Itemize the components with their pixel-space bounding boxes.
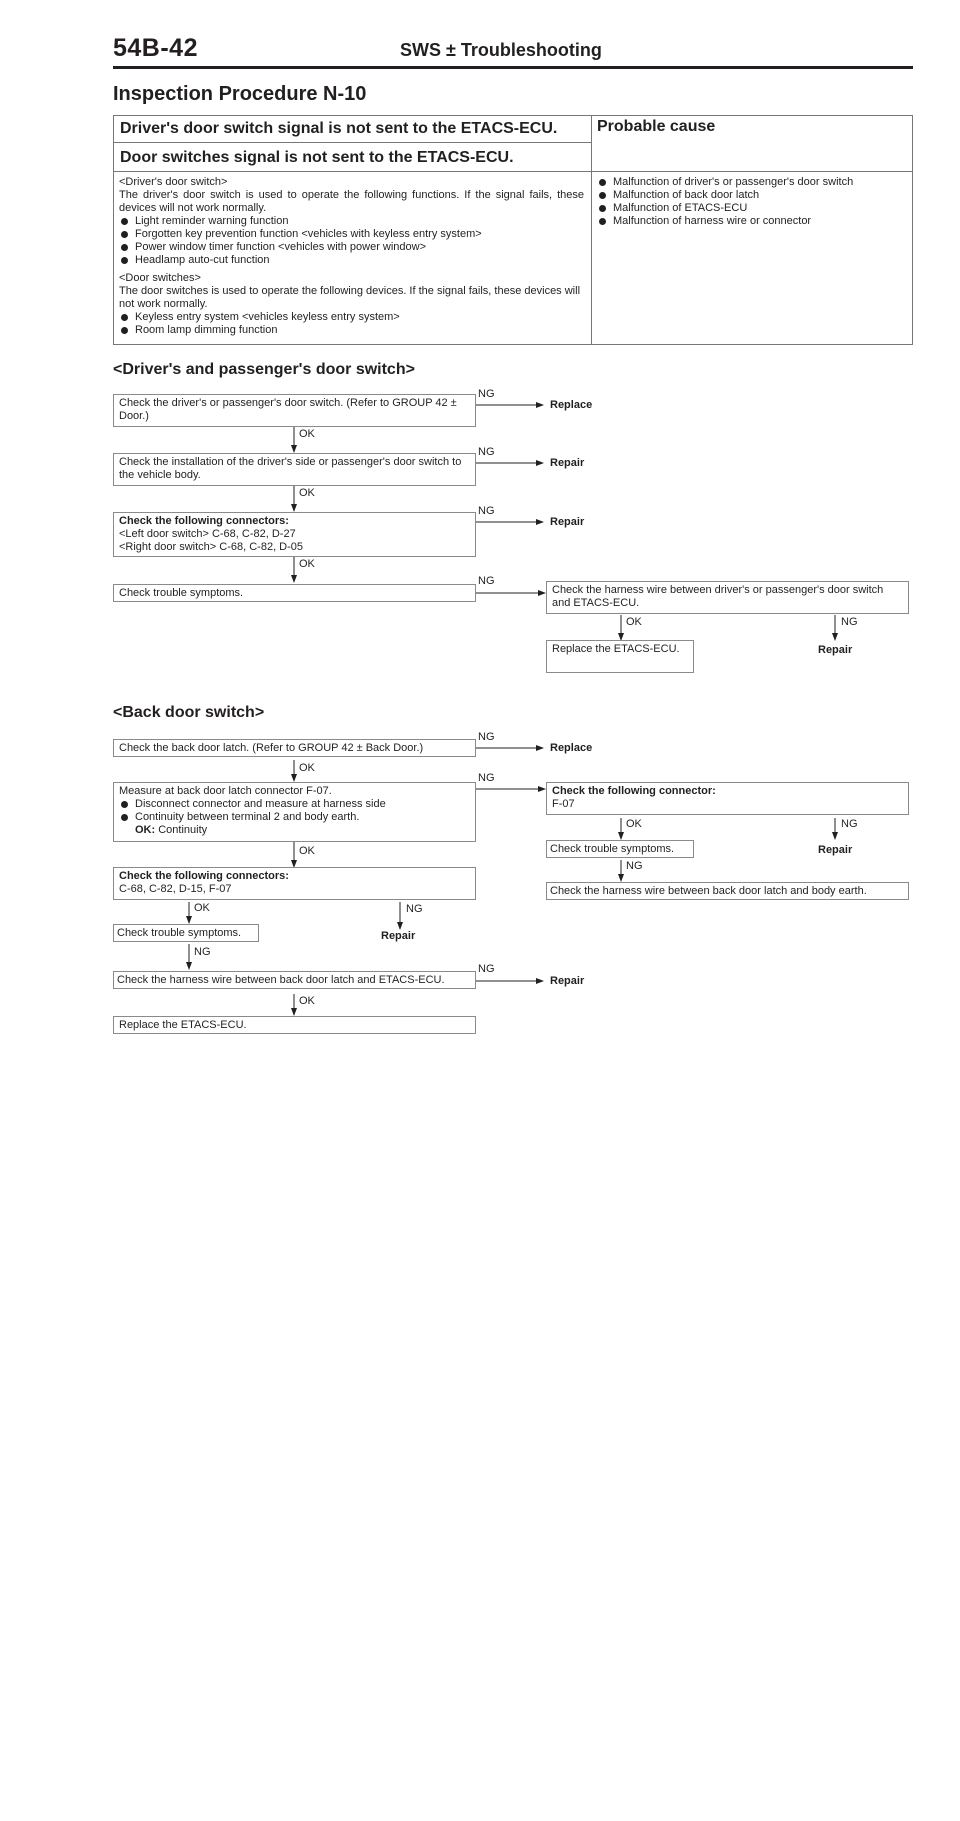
- door-subheading: <Door switches>: [119, 272, 201, 284]
- ok-condition-value: Continuity: [158, 824, 208, 836]
- step-check-connectors: [113, 512, 476, 557]
- ng-label: NG: [478, 731, 495, 743]
- connector-heading: Check the following connector:: [552, 785, 716, 797]
- ok-condition-label: OK:: [135, 824, 156, 836]
- ng-label: NG: [626, 860, 643, 872]
- connectors-right: <Right door switch> C-68, C-82, D-05: [119, 541, 304, 553]
- ok-label: OK: [299, 845, 315, 857]
- connectors-value: C-68, C-82, D-15, F-07: [119, 883, 232, 895]
- result-repair: Repair: [550, 516, 585, 528]
- step-check-back-door-latch: Check the back door latch. (Refer to GROUP 42 ± Back Door.): [113, 739, 476, 757]
- result-repair: Repair: [818, 844, 853, 856]
- page-header-title: SWS ± Troubleshooting: [400, 40, 602, 60]
- step-measure-connector: [113, 782, 476, 842]
- list-item: Malfunction of ETACS-ECU: [597, 202, 909, 215]
- ng-label: NG: [478, 388, 495, 400]
- list-item: Continuity between terminal 2 and body earth.: [119, 811, 470, 824]
- ok-label: OK: [299, 487, 315, 499]
- step-check-harness-wire: Check the harness wire between driver's or passenger's door switch and ETACS-ECU.: [546, 581, 909, 614]
- step-check-harness-body-earth: Check the harness wire between back door latch and body earth.: [546, 882, 909, 900]
- list-item: Malfunction of back door latch: [597, 189, 909, 202]
- result-replace: Replace: [550, 742, 593, 754]
- ng-label: NG: [478, 772, 495, 784]
- step-check-door-switch: Check the driver's or passenger's door switch. (Refer to GROUP 42 ± Door.): [113, 394, 476, 427]
- ng-label: NG: [478, 575, 495, 587]
- ok-label: OK: [194, 902, 210, 914]
- step-check-installation: Check the installation of the driver's side or passenger's door switch to the vehicle body.: [113, 453, 476, 486]
- step-check-connector-f07: [546, 782, 909, 815]
- ng-label: NG: [841, 818, 858, 830]
- step-check-trouble-symptoms: Check trouble symptoms.: [113, 584, 476, 602]
- connectors-left: <Left door switch> C-68, C-82, D-27: [119, 528, 296, 540]
- procedure-title: Inspection Procedure N-10: [113, 83, 367, 105]
- probable-cause-heading: Probable cause: [597, 118, 716, 135]
- door-text: The door switches is used to operate the following devices. If the signal fails, these devices will not work normally.: [119, 285, 581, 310]
- list-item: Malfunction of driver's or passenger's door switch: [597, 176, 909, 189]
- ng-label: NG: [406, 903, 423, 915]
- section-title-back-door-switch: <Back door switch>: [113, 704, 265, 721]
- measure-heading: Measure at back door latch connector F-07.: [119, 785, 332, 797]
- driver-subheading: <Driver's door switch>: [119, 176, 228, 188]
- list-item: Disconnect connector and measure at harness side: [119, 798, 470, 811]
- page-code: 54B-42: [113, 34, 198, 62]
- section-title-door-switch: <Driver's and passenger's door switch>: [113, 361, 415, 378]
- list-item: Headlamp auto-cut function: [119, 254, 584, 267]
- ok-label: OK: [299, 762, 315, 774]
- list-item: Power window timer function <vehicles with power window>: [119, 241, 584, 254]
- ok-label: OK: [299, 558, 315, 570]
- step-check-trouble-symptoms-3: Check trouble symptoms.: [113, 924, 259, 942]
- ng-label: NG: [478, 446, 495, 458]
- problem-heading-1: Driver's door switch signal is not sent to the ETACS-ECU.: [120, 120, 558, 137]
- connectors-heading: Check the following connectors:: [119, 515, 289, 527]
- list-item: Room lamp dimming function: [119, 324, 584, 337]
- list-item: Light reminder warning function: [119, 215, 584, 228]
- step-check-connectors-2: [113, 867, 476, 900]
- result-repair: Repair: [550, 457, 585, 469]
- step-check-trouble-symptoms-2: Check trouble symptoms.: [546, 840, 694, 858]
- step-check-harness-etacs-ecu: Check the harness wire between back door latch and ETACS-ECU.: [113, 971, 476, 989]
- result-repair: Repair: [381, 930, 416, 942]
- list-item: Forgotten key prevention function <vehicles with keyless entry system>: [119, 228, 584, 241]
- connectors-heading: Check the following connectors:: [119, 870, 289, 882]
- step-replace-etacs-ecu-2: Replace the ETACS-ECU.: [113, 1016, 476, 1034]
- ok-label: OK: [299, 428, 315, 440]
- ok-label: OK: [626, 818, 642, 830]
- driver-text: The driver's door switch is used to operate the following functions. If the signal fails, these devices will not work normally.: [119, 189, 584, 214]
- result-repair: Repair: [818, 644, 853, 656]
- result-replace: Replace: [550, 399, 593, 411]
- list-item: Keyless entry system <vehicles keyless entry system>: [119, 311, 584, 324]
- ng-label: NG: [478, 505, 495, 517]
- result-repair: Repair: [550, 975, 585, 987]
- ok-label: OK: [299, 995, 315, 1007]
- connector-value: F-07: [552, 798, 575, 810]
- problem-heading-2: Door switches signal is not sent to the ETACS-ECU.: [120, 149, 514, 166]
- ng-label: NG: [841, 616, 858, 628]
- ng-label: NG: [194, 946, 211, 958]
- ng-label: NG: [478, 963, 495, 975]
- ok-label: OK: [626, 616, 642, 628]
- measure-ok-condition: [119, 824, 470, 837]
- step-replace-etacs-ecu: Replace the ETACS-ECU.: [546, 640, 694, 673]
- list-item: Malfunction of harness wire or connector: [597, 215, 909, 228]
